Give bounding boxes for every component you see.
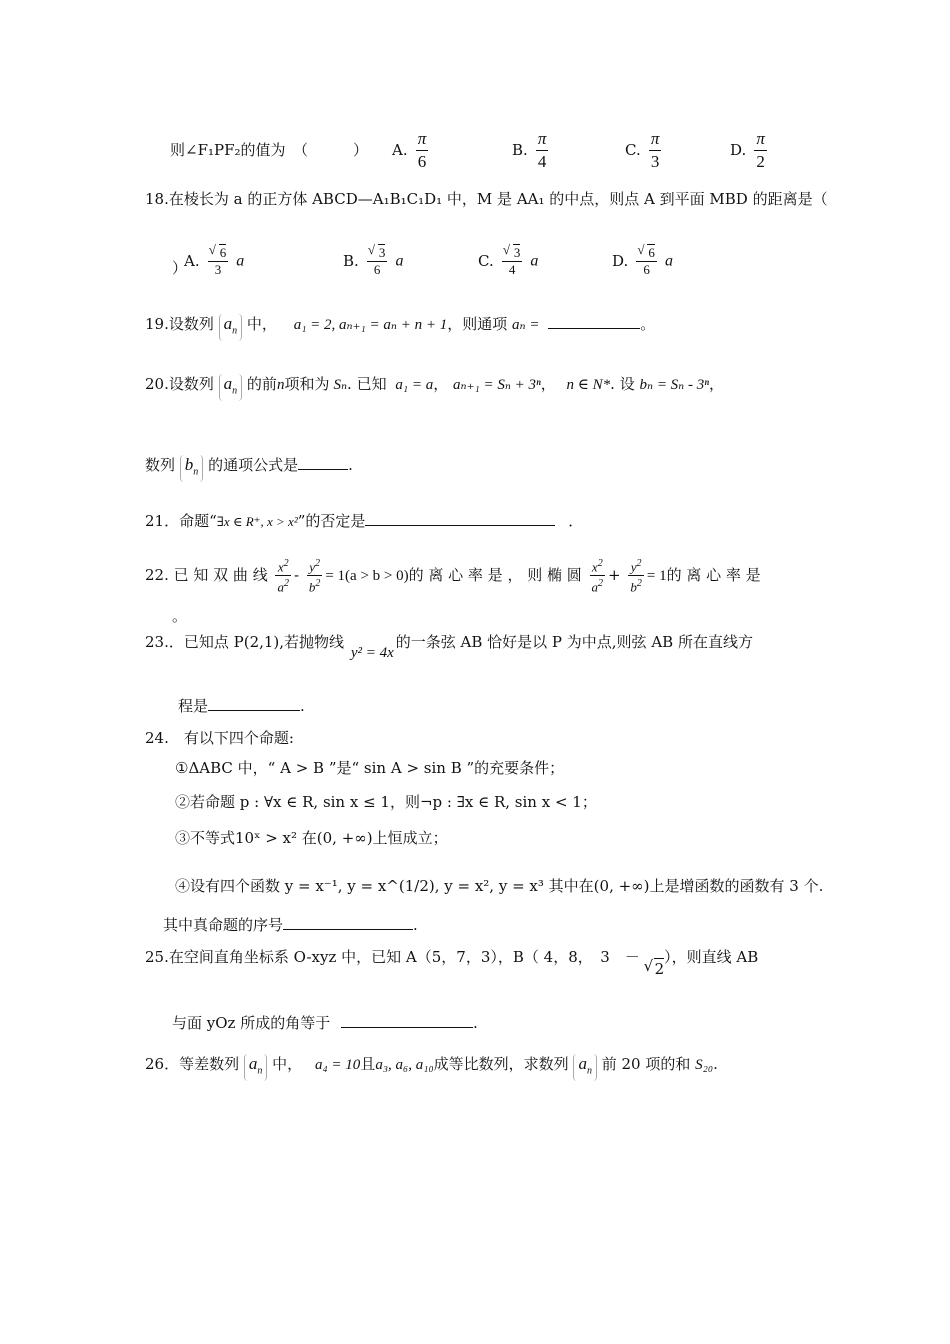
q24-item-4: ④设有四个函数 y = x⁻¹, y = x^(1/2), y = x², y = x³ 其中在(0, +∞)上是增函数的函数有 3 个.: [175, 877, 824, 895]
q22-line2: 。: [172, 607, 188, 625]
q24-title: 24. 有以下四个命题:: [145, 729, 294, 747]
q24-item-3: ③不等式10ˣ > x² 在(0, +∞)上恒成立；: [175, 829, 448, 847]
q22-line: 22. 已 知 双 曲 线 $\frac{x^2}{a^2}$ - $\frac{y^2}{b^2}$ = 1(a > b > 0)的 离 心 率 是 ， 则 椭 圆 $\frac{x^2}{a^2}$ + $\frac{y^2}{b^2}$ = 1的 离 心 率 是: [145, 558, 761, 595]
q18-option-b: B. √ $\frac{3}{6}$ a: [343, 244, 403, 278]
q18-close: ）: [172, 259, 188, 277]
q25-line1: 25.在空间直角坐标系 O-xyz 中，已知 A（5，7，3），B（ 4，8， 3 － √ 2），则直线 AB: [145, 946, 758, 967]
q24-conclusion: 其中真命题的序号 .: [163, 916, 418, 934]
q20-line1: 20.设数列 $a_n$ 的前n项和为 Sₙ. 已知 a₁ = a， aₙ₊₁ = Sₙ + 3ⁿ， n ∈ N*. 设 bₙ = Sₙ - 3ⁿ，: [145, 374, 724, 401]
q24-answer-blank[interactable]: [283, 915, 413, 930]
q23-line1: 23.．已知点 P(2,1),若抛物线 y² = 4x的一条弦 AB 恰好是以 P 为中点,则弦 AB 所在直线方: [145, 633, 753, 661]
q26-line: 26．等差数列 $a_n$ 中， a₄ = 10且a₃, a₆, a₁₀成等比数列，求数列 $a_n$ 前 20 项的和 S₂₀.: [145, 1054, 718, 1081]
q17-line: [170, 140, 368, 160]
q25-line2: 与面 yOz 所成的角等于 .: [172, 1014, 478, 1032]
q18-stem: 18.在棱长为 a 的正方体 ABCD—A₁B₁C₁D₁ 中，M 是 AA₁ 的中点，则点 A 到平面 MBD 的距离是（: [145, 190, 828, 208]
q24-item-2: ②若命题 p : ∀x ∈ R, sin x ≤ 1，则¬p : ∃x ∈ R, sin x < 1；: [175, 793, 597, 811]
q17-stem: 则∠F₁PF₂的值为 （ ）: [170, 141, 369, 159]
q19-formula: a₁ = 2, aₙ₊₁ = aₙ + n + 1: [293, 317, 448, 333]
q23-answer-blank[interactable]: [208, 696, 300, 711]
q25-answer-blank[interactable]: [341, 1013, 473, 1028]
q17-option-a: A. $\frac{\pi}{6}$: [392, 129, 427, 171]
q24-item-1: ①ΔABC 中，“ A > B ”是“ sin A > sin B ”的充要条件；: [175, 759, 565, 777]
q20-answer-blank[interactable]: [298, 455, 348, 470]
q17-option-c: C. $\frac{\pi}{3}$: [625, 129, 660, 171]
q21-line: 21．命题“∃x ∈ R⁺, x > x²”的否定是 ．: [145, 512, 584, 530]
q20-line2: 数列 $b_n$ 的通项公式是 .: [145, 455, 353, 482]
q18-option-a: A. √ $\frac{6}{3}$ a: [184, 244, 244, 278]
q23-line2: 程是 .: [178, 697, 305, 715]
q21-answer-blank[interactable]: [365, 511, 555, 526]
q18-option-c: C. √ $\frac{3}{4}$ a: [478, 244, 538, 278]
q19-line: 19.设数列 $a_n$ 中， a₁ = 2, aₙ₊₁ = aₙ + n + 1，则通项 aₙ = 。: [145, 314, 655, 341]
q17-option-b: B. $\frac{\pi}{4}$: [512, 129, 547, 171]
seq-an: $a_n$: [219, 314, 243, 341]
q17-option-d: D. $\frac{\pi}{2}$: [730, 129, 765, 171]
q18-option-d: D. √ $\frac{6}{6}$ a: [612, 244, 673, 278]
q19-answer-blank[interactable]: [548, 314, 640, 329]
